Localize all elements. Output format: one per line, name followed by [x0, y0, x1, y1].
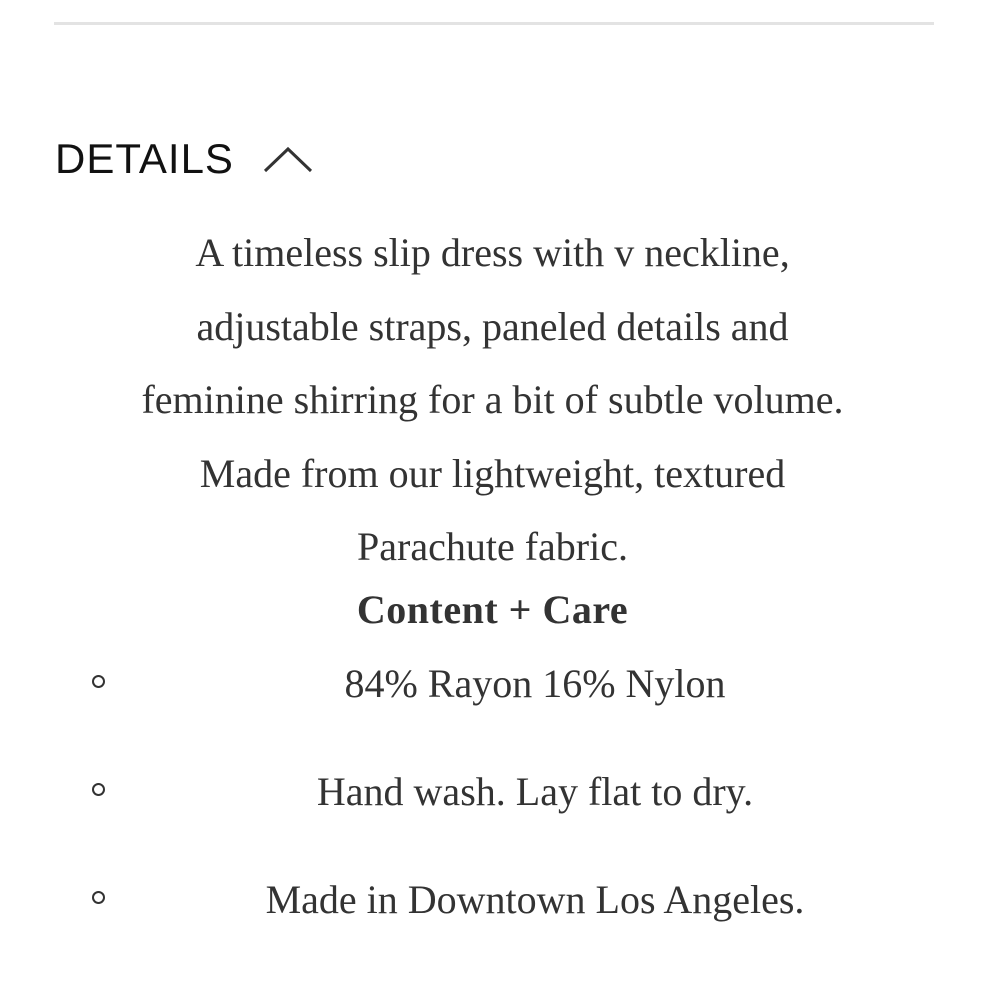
description-line: adjustable straps, paneled details and — [196, 303, 789, 349]
content-care-heading: Content + Care — [356, 587, 629, 632]
description-line: Made from our lightweight, textured — [199, 450, 786, 496]
list-item — [90, 764, 980, 820]
list-item — [90, 656, 980, 712]
care-item-text: Hand wash. Lay flat to dry. — [316, 769, 754, 814]
description-line: A timeless slip dress with v neckline, — [195, 230, 790, 275]
top-divider — [54, 22, 934, 25]
description-line: Parachute fabric. — [357, 524, 628, 569]
list-item — [90, 872, 980, 928]
description-line: feminine shirring for a bit of subtle volume. — [141, 377, 844, 422]
details-accordion-toggle[interactable] — [55, 132, 314, 186]
details-title: DETAILS — [55, 135, 234, 182]
care-item-text: 84% Rayon 16% Nylon — [344, 661, 726, 706]
care-item-text: Made in Downtown Los Angeles. — [265, 877, 805, 922]
product-description — [40, 216, 945, 584]
chevron-up-icon[interactable] — [262, 144, 314, 174]
